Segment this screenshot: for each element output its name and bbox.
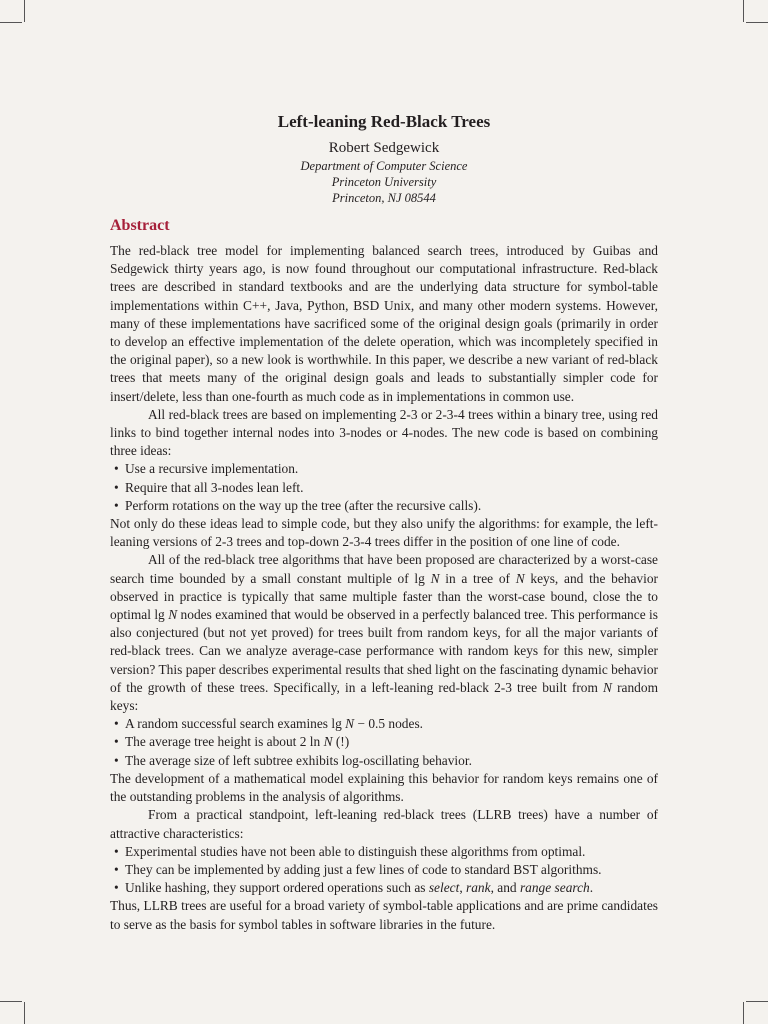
list-item: • Perform rotations on the way up the tree (after the recursive calls).	[110, 497, 658, 515]
list-item: • Unlike hashing, they support ordered operations such as select, rank, and range search.	[110, 879, 658, 897]
crop-mark	[24, 0, 25, 22]
paragraph: Not only do these ideas lead to simple code, but they also unify the algorithms: for example, the left-leaning versions of 2-3 trees and top-down 2-3-4 trees differ in the position of one line of code.	[110, 516, 658, 550]
list-item: • Require that all 3-nodes lean left.	[110, 479, 658, 497]
list-item: • They can be implemented by adding just a few lines of code to standard BST algorithms.	[110, 861, 658, 879]
abstract-body	[110, 242, 658, 934]
affiliation-university: Princeton University	[331, 175, 437, 189]
paragraph: All of the red-black tree algorithms that have been proposed are characterized by a worst-case search time bounded by a small constant multiple of lg N in a tree of N keys, and the behavior observed in practice is typically that same multiple faster than the worst-case bound, close the to optimal lg N nodes examined that would be observed in a perfectly balanced tree. This performance is also conjectured (but not yet proved) for trees built from random keys, for all the major variants of red-black trees. Can we analyze average-case performance with random keys for this new, simpler version? This paper describes experimental results that shed light on the fascinating dynamic behavior of the growth of these trees. Specifically, in a left-leaning red-black 2-3 tree built from N random keys:	[110, 552, 658, 714]
list-item: • A random successful search examines lg N − 0.5 nodes.	[110, 715, 658, 733]
crop-mark	[24, 1002, 25, 1024]
abstract-heading: Abstract	[110, 217, 170, 234]
crop-mark	[743, 0, 744, 22]
bullet-list	[110, 715, 658, 770]
paragraph: The development of a mathematical model explaining this behavior for random keys remains one of the outstanding problems in the analysis of algorithms.	[110, 770, 658, 805]
bullet-list	[110, 460, 658, 515]
paragraph: Thus, LLRB trees are useful for a broad variety of symbol-table applications and are prime candidates to serve as the basis for symbol tables in software libraries in the future.	[110, 898, 658, 932]
list-item: • The average size of left subtree exhibits log-oscillating behavior.	[110, 752, 658, 770]
list-item: • Use a recursive implementation.	[110, 460, 658, 478]
bullet-list	[110, 843, 658, 898]
crop-mark	[743, 1002, 744, 1024]
list-item: • The average tree height is about 2 ln N (!)	[110, 733, 658, 751]
author-name: Robert Sedgewick	[328, 140, 440, 156]
affiliation-address: Princeton, NJ 08544	[332, 191, 436, 205]
crop-mark	[0, 1001, 22, 1002]
affiliation-department: Department of Computer Science	[300, 159, 468, 173]
paragraph: From a practical standpoint, left-leaning red-black trees (LLRB trees) have a number of attractive characteristics:	[110, 807, 658, 841]
crop-mark	[746, 1001, 768, 1002]
paragraph: The red-black tree model for implementing balanced search trees, introduced by Guibas and Sedgewick thirty years ago, is now found throughout our computational infrastructure. Red-black trees are described in standard textbooks and are the underlying data structure for symbol-table implementations within C++, Java, Python, BSD Unix, and many other modern systems. However, many of these implementations have sacrificed some of the original design goals (primarily in order to develop an effective implementation of the delete operation, which was incompletely specified in the original paper), so a new look is worthwhile. In this paper, we describe a new variant of red-black trees that meets many of the original design goals and leads to substantially simpler code for insert/delete, less than one-fourth as much code as in implementations in common use.	[110, 243, 658, 404]
crop-mark	[0, 22, 22, 23]
paper-title: Left-leaning Red-Black Trees	[277, 112, 491, 131]
list-item: • Experimental studies have not been able to distinguish these algorithms from optimal.	[110, 843, 658, 861]
paragraph: All red-black trees are based on implementing 2-3 or 2-3-4 trees within a binary tree, using red links to bind together internal nodes into 3-nodes or 4-nodes. The new code is based on combining three ideas:	[110, 406, 658, 459]
crop-mark	[746, 22, 768, 23]
